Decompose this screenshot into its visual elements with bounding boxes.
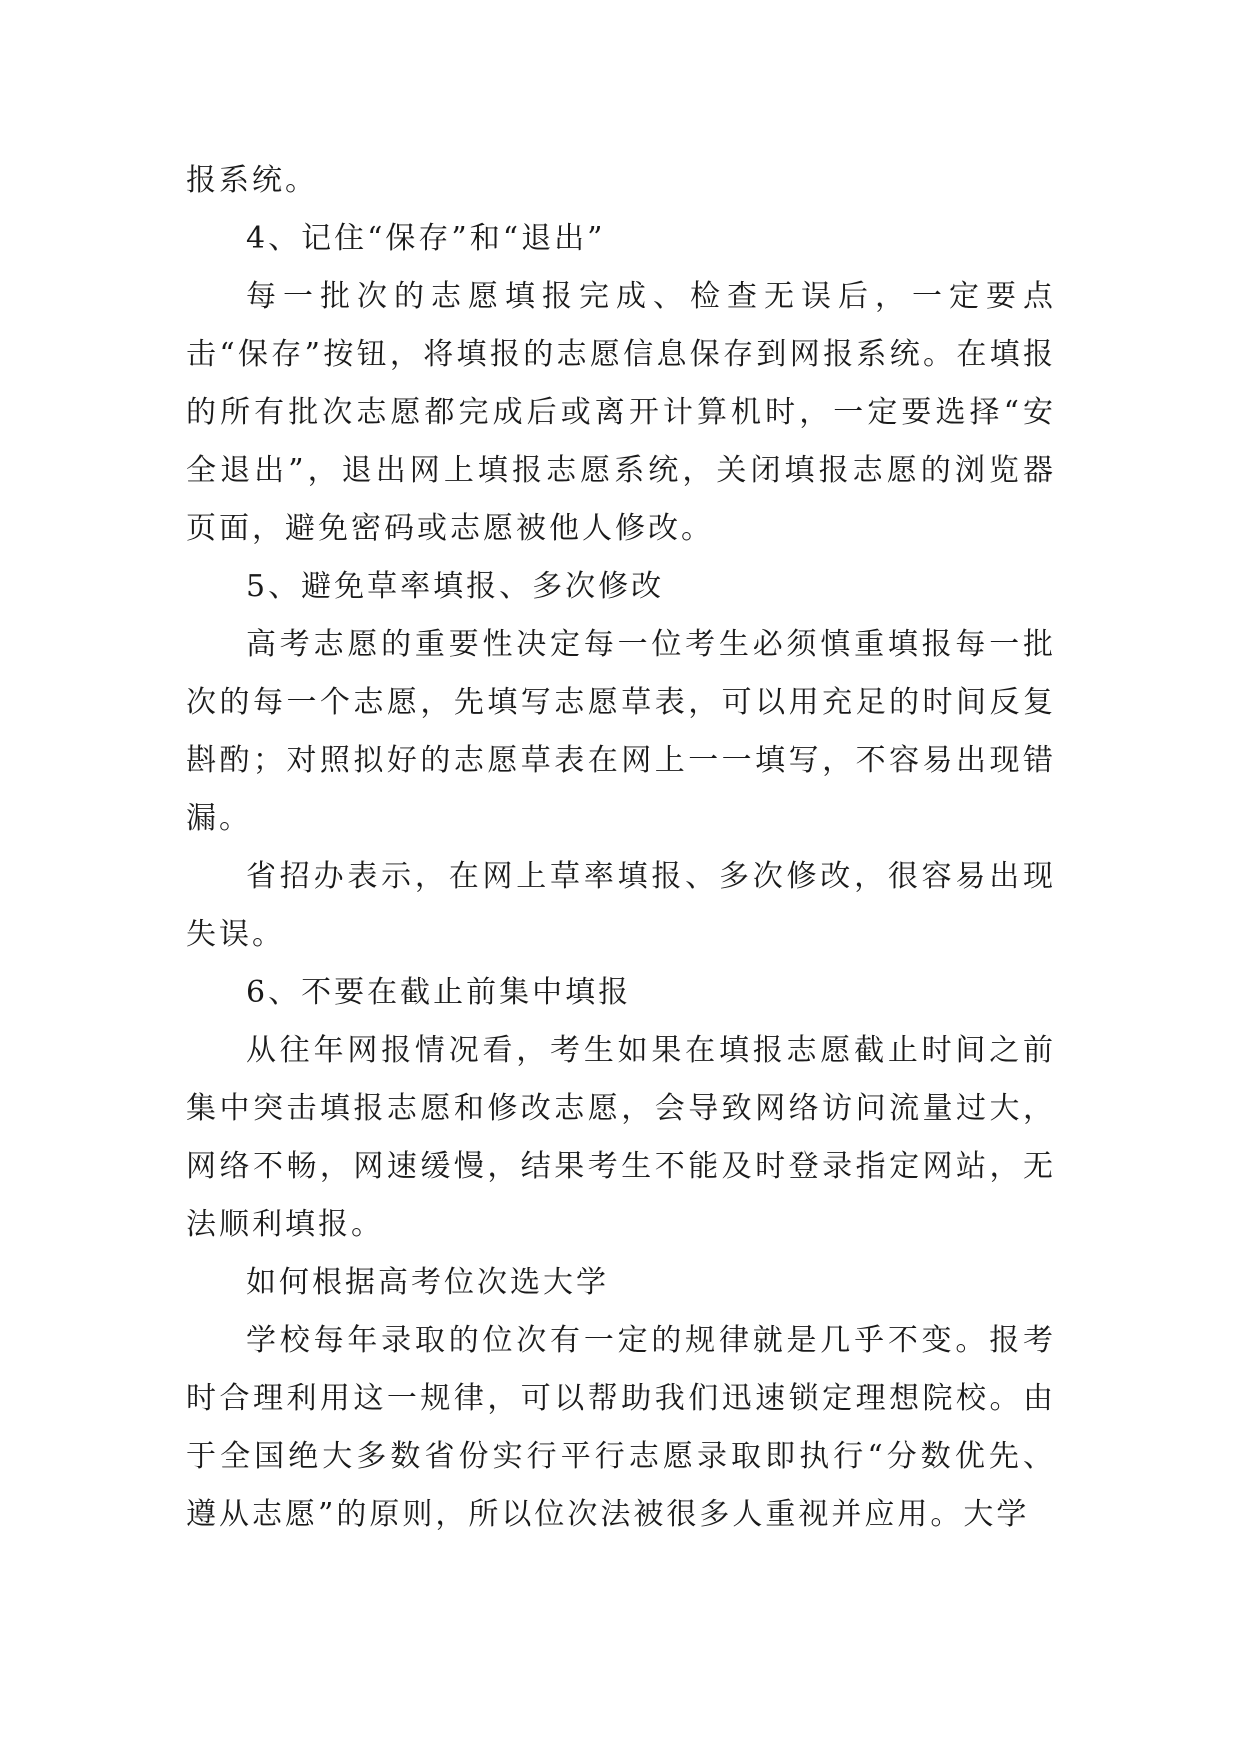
document-body	[186, 152, 1056, 1544]
heading-save-and-exit: 4、记住“保存”和“退出”	[246, 221, 606, 256]
heading-avoid-deadline-rush: 6、不要在截止前集中填报	[246, 975, 632, 1010]
paragraph-admissions-office-note: 省招办表示，在网上草率填报、多次修改，很容易出现失误。	[186, 859, 1056, 952]
paragraph-continuation: 报系统。	[186, 163, 318, 198]
paragraph-save-exit-details: 每一批次的志愿填报完成、检查无误后，一定要点击“保存”按钮，将填报的志愿信息保存到网报系统。在填报的所有批次志愿都完成后或离开计算机时，一定要选择“安全退出”，退出网上填报志愿系统，关闭填报志愿的浏览器页面，避免密码或志愿被他人修改。	[186, 279, 1056, 546]
paragraph-rank-method: 学校每年录取的位次有一定的规律就是几乎不变。报考时合理利用这一规律，可以帮助我们迅速锁定理想院校。由于全国绝大多数省份实行平行志愿录取即执行“分数优先、遵从志愿”的原则，所以位次法被很多人重视并应用。大学	[186, 1323, 1056, 1532]
heading-avoid-hasty-filling: 5、避免草率填报、多次修改	[246, 569, 665, 604]
paragraph-network-congestion: 从往年网报情况看，考生如果在填报志愿截止时间之前集中突击填报志愿和修改志愿，会导致网络访问流量过大，网络不畅，网速缓慢，结果考生不能及时登录指定网站，无法顺利填报。	[186, 1033, 1056, 1242]
paragraph-careful-filling: 高考志愿的重要性决定每一位考生必须慎重填报每一批次的每一个志愿，先填写志愿草表，可以用充足的时间反复斟酌；对照拟好的志愿草表在网上一一填写，不容易出现错漏。	[186, 627, 1056, 836]
heading-rank-based-selection: 如何根据高考位次选大学	[246, 1265, 609, 1300]
